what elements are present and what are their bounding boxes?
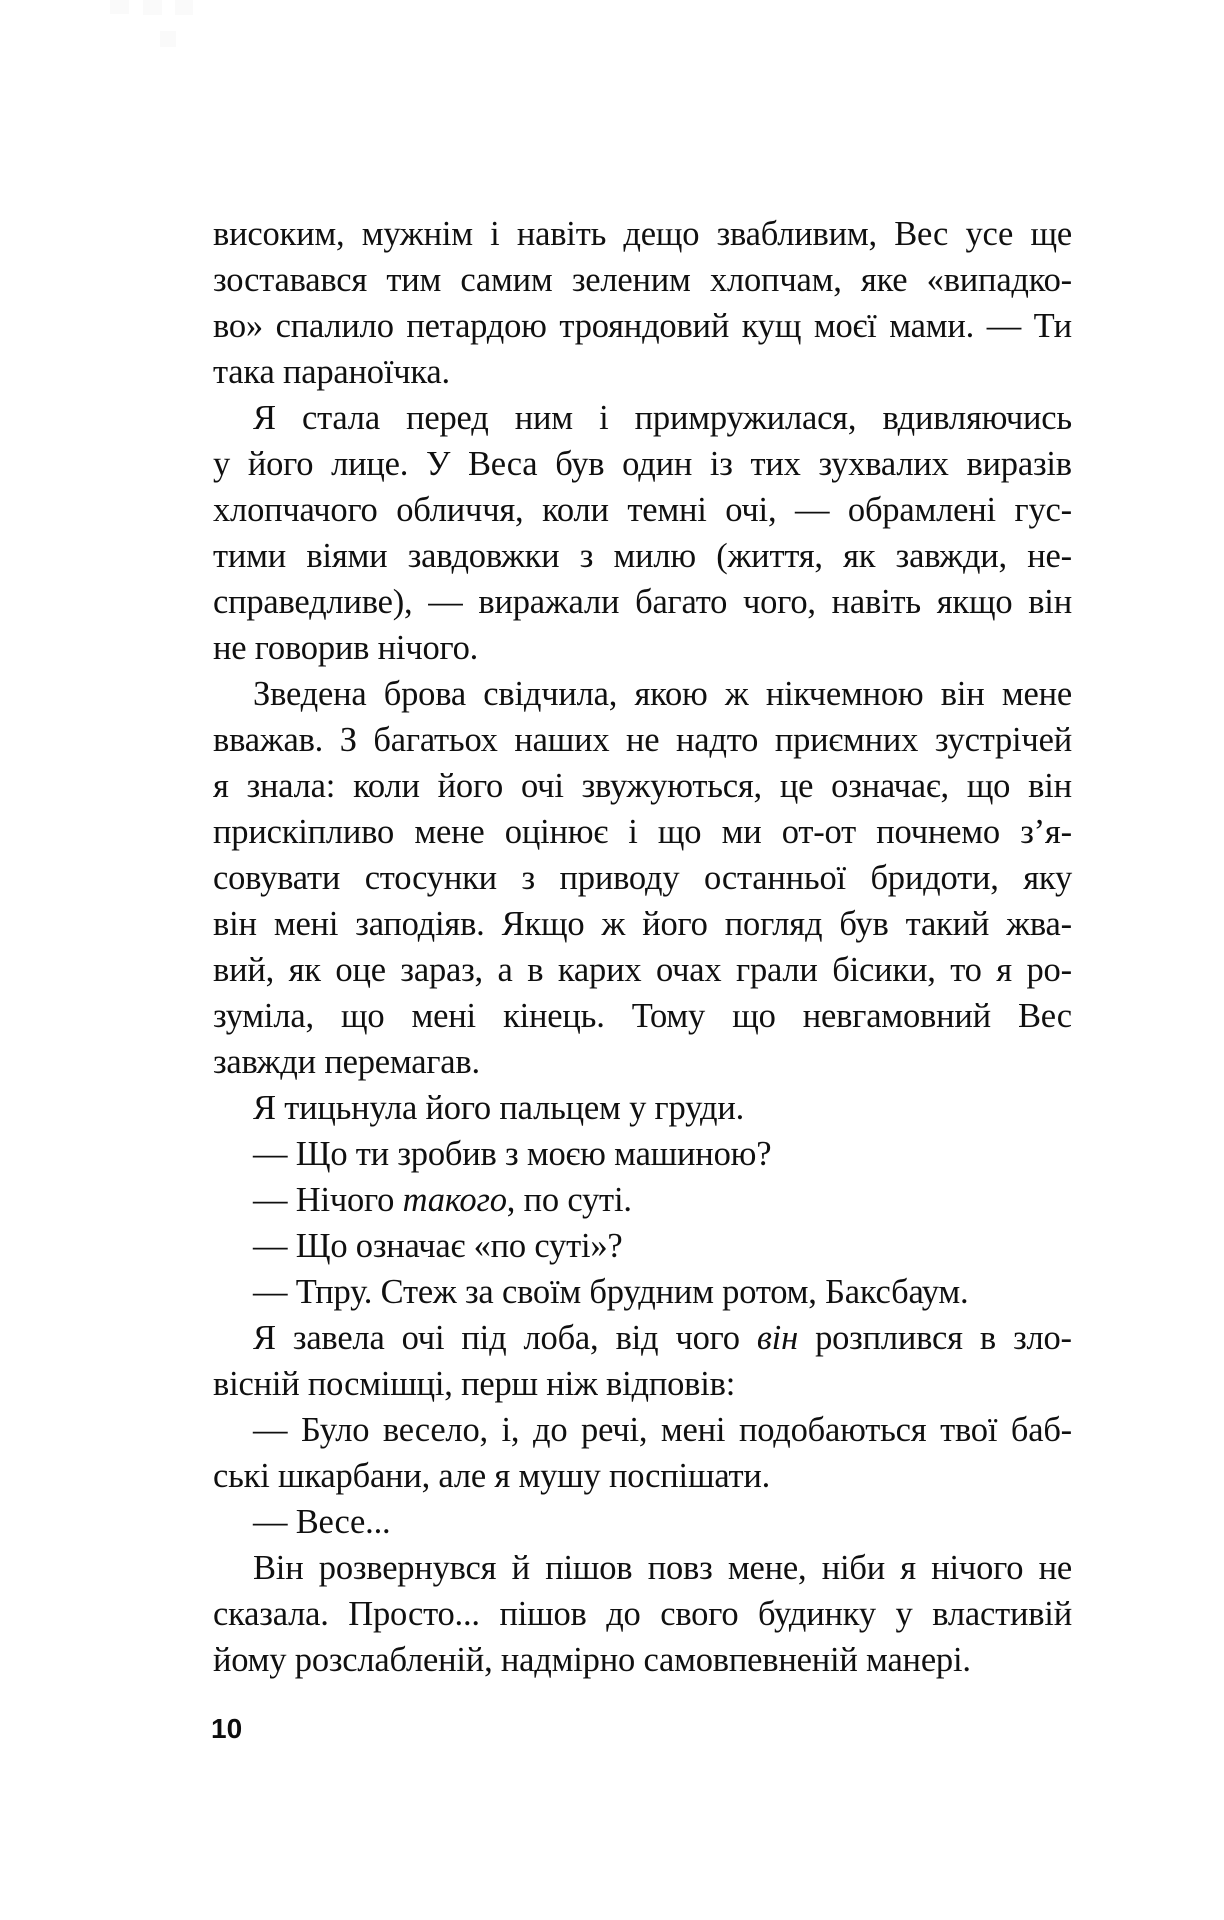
text-line <box>213 809 1072 855</box>
word: гус- <box>1014 491 1072 529</box>
word: свідчила, <box>483 675 618 713</box>
word: віями <box>306 537 388 575</box>
text-line <box>213 395 1072 441</box>
text-line <box>213 993 1072 1039</box>
word: стосунки <box>364 859 497 897</box>
word: кінець. <box>503 997 605 1035</box>
word: милю <box>613 537 696 575</box>
word: а <box>497 951 513 989</box>
word: З <box>339 721 357 759</box>
word: дещо <box>623 215 700 253</box>
word: очі <box>401 1319 445 1357</box>
word: завела <box>292 1319 385 1357</box>
word: Просто... <box>348 1595 480 1633</box>
word: ро- <box>1026 951 1072 989</box>
text-line <box>213 1177 1072 1223</box>
word: «випадко- <box>926 261 1072 299</box>
word: зоставався <box>213 261 368 299</box>
word: во» <box>213 307 263 345</box>
word: до <box>606 1595 641 1633</box>
text-segment: вісній посмішці, перш ніж відповів: <box>213 1365 736 1403</box>
word: моєї <box>813 307 877 345</box>
text-line <box>213 947 1072 993</box>
word: жва- <box>1006 905 1072 943</box>
word: не- <box>1027 537 1072 575</box>
word: до <box>532 1411 568 1449</box>
word: як <box>288 951 321 989</box>
word: чого <box>675 1319 740 1357</box>
text-line <box>213 349 1072 395</box>
word: я <box>900 1549 916 1587</box>
word: темні <box>627 491 707 529</box>
word: погляд <box>724 905 823 943</box>
word: він <box>756 1319 798 1357</box>
word: з’я- <box>1020 813 1072 851</box>
word: не <box>1038 1549 1072 1587</box>
text-line <box>213 1085 1072 1131</box>
word: будинку <box>758 1595 876 1633</box>
scan-artifact-mark <box>160 31 176 47</box>
word: Вес <box>894 215 949 253</box>
word: хлопчам, <box>709 261 842 299</box>
word: приємних <box>774 721 919 759</box>
word: що <box>732 997 776 1035</box>
text-line <box>213 1315 1072 1361</box>
word: завжди, <box>895 537 1007 575</box>
word: ніби <box>821 1549 885 1587</box>
word: навіть <box>831 583 921 621</box>
word: такий <box>905 905 990 943</box>
text-segment: не говорив нічого. <box>213 629 479 667</box>
text-line <box>213 1039 1072 1085</box>
text-line <box>213 1407 1072 1453</box>
word: (життя, <box>716 537 823 575</box>
word: вважав. <box>213 721 324 759</box>
scan-artifact-mark <box>110 0 129 14</box>
word: зараз, <box>400 951 483 989</box>
word: з <box>521 859 535 897</box>
word: оце <box>335 951 386 989</box>
word: властивій <box>932 1595 1072 1633</box>
word: приводу <box>559 859 680 897</box>
word: усе <box>965 215 1014 253</box>
word: ще <box>1030 215 1072 253</box>
word: очі <box>521 767 564 805</box>
word: його <box>642 905 708 943</box>
text-segment: , по суті. <box>506 1181 632 1219</box>
word: ж <box>601 905 626 943</box>
word: невгамовний <box>802 997 991 1035</box>
word: петардою <box>406 307 547 345</box>
word: виражали <box>478 583 620 621</box>
word: звабливим, <box>716 215 877 253</box>
word: і <box>628 813 638 851</box>
word: тим <box>386 261 442 299</box>
word: у <box>895 1595 913 1633</box>
scan-artifact-mark <box>175 0 193 15</box>
text-segment: йому розслабленій, надмірно самовпевненій манері. <box>213 1641 971 1679</box>
word: якою <box>634 675 708 713</box>
word: розвернувся <box>318 1549 497 1587</box>
word: з <box>579 537 594 575</box>
word: грали <box>736 951 818 989</box>
word: був <box>555 445 605 483</box>
word: я <box>213 767 229 805</box>
word: кущ <box>741 307 802 345</box>
word: ми <box>721 813 762 851</box>
text-line <box>213 1453 1072 1499</box>
word: примружилася, <box>634 399 857 437</box>
word: під <box>461 1319 507 1357</box>
word: тими <box>213 537 287 575</box>
text-line <box>213 671 1072 717</box>
word: і <box>490 215 500 253</box>
word: не <box>626 721 660 759</box>
text-line <box>213 1591 1072 1637</box>
word: звужуються, <box>581 767 762 805</box>
word: очах <box>655 951 722 989</box>
word: зло- <box>1013 1319 1072 1357</box>
word: був <box>839 905 889 943</box>
word: лице. <box>331 445 409 483</box>
text-line <box>213 1361 1072 1407</box>
page-number: 10 <box>211 1713 243 1744</box>
text-line <box>213 1545 1072 1591</box>
text-line <box>213 625 1072 671</box>
word: коли <box>542 491 609 529</box>
word: мене <box>414 813 485 851</box>
word: обрамлені <box>847 491 996 529</box>
word: свого <box>660 1595 739 1633</box>
word: справедливе), <box>213 583 413 621</box>
word: Тому <box>631 997 706 1035</box>
word: зеленим <box>571 261 691 299</box>
text-line <box>213 1269 1072 1315</box>
word: зухвалих <box>818 445 949 483</box>
text-line <box>213 1637 1072 1683</box>
word: він <box>213 905 257 943</box>
word: — <box>253 1411 288 1449</box>
word: очі, <box>725 491 777 529</box>
word: Він <box>253 1549 304 1587</box>
text-line <box>213 1223 1072 1269</box>
word: Зведена <box>253 675 367 713</box>
word: що <box>657 813 702 851</box>
word: Я <box>253 399 276 437</box>
word: — <box>794 491 830 529</box>
word: один <box>622 445 693 483</box>
word: багато <box>635 583 728 621</box>
word: чого, <box>743 583 816 621</box>
word: обличчя, <box>396 491 524 529</box>
word: ж <box>724 675 749 713</box>
word: в <box>527 951 544 989</box>
word: Веса <box>467 445 538 483</box>
word: то <box>950 951 982 989</box>
word: бридоти, <box>870 859 999 897</box>
word: виразів <box>966 445 1072 483</box>
word: перед <box>406 399 489 437</box>
word: совувати <box>213 859 341 897</box>
word: вий, <box>213 951 275 989</box>
word: мужнім <box>361 215 473 253</box>
word: мені <box>273 905 339 943</box>
word: нікчемною <box>765 675 924 713</box>
word: бісики, <box>832 951 936 989</box>
text-line <box>213 763 1072 809</box>
word: високим, <box>213 215 345 253</box>
word: мене, <box>727 1549 807 1587</box>
word: тих <box>750 445 801 483</box>
word: і, <box>501 1411 520 1449</box>
word: останньої <box>703 859 846 897</box>
text-segment: — Весе... <box>253 1503 391 1541</box>
word: сказала. <box>213 1595 329 1633</box>
word: він <box>1028 767 1072 805</box>
word: карих <box>557 951 642 989</box>
text-line <box>213 1131 1072 1177</box>
text-line <box>213 1499 1072 1545</box>
word: означає, <box>831 767 949 805</box>
word: от-от <box>781 813 857 851</box>
word: почнемо <box>876 813 1000 851</box>
word: яку <box>1023 859 1072 897</box>
text-line <box>213 579 1072 625</box>
word: він <box>1028 583 1072 621</box>
scan-artifact-mark <box>143 0 162 15</box>
word: це <box>779 767 814 805</box>
word: пішов <box>545 1549 633 1587</box>
word: весело, <box>382 1411 488 1449</box>
word: подобаються <box>738 1411 927 1449</box>
word: повз <box>647 1549 713 1587</box>
word: прискіпливо <box>213 813 395 851</box>
word: його <box>437 767 504 805</box>
word: пішов <box>499 1595 587 1633</box>
word: спалило <box>275 307 394 345</box>
word: лоба, <box>523 1319 599 1357</box>
word: зустрічей <box>934 721 1072 759</box>
word: брова <box>383 675 466 713</box>
word: у <box>213 445 231 483</box>
word: Вес <box>1018 997 1072 1035</box>
text-segment: — Нічого <box>253 1181 403 1219</box>
word: як <box>843 537 876 575</box>
word: — <box>428 583 463 621</box>
word: його <box>247 445 314 483</box>
page-text <box>213 211 1072 1683</box>
word: я <box>996 951 1012 989</box>
word: із <box>709 445 733 483</box>
word: розплився <box>815 1319 963 1357</box>
word: він <box>940 675 985 713</box>
text-segment: такого <box>402 1181 507 1219</box>
text-segment: — Що ти зробив з моєю машиною? <box>253 1135 772 1173</box>
word: хлопчачого <box>213 491 378 529</box>
word: речі, <box>581 1411 648 1449</box>
text-line <box>213 533 1072 579</box>
word: — <box>986 307 1021 345</box>
text-line <box>213 441 1072 487</box>
word: що <box>341 997 385 1035</box>
word: мені <box>411 997 476 1035</box>
word: наших <box>514 721 610 759</box>
word: й <box>511 1549 530 1587</box>
word: навіть <box>516 215 607 253</box>
text-line <box>213 855 1072 901</box>
word: нічого <box>931 1549 1024 1587</box>
word: коли <box>353 767 420 805</box>
text-line <box>213 901 1072 947</box>
text-line <box>213 717 1072 763</box>
text-segment: Я тицьнула його пальцем у груди. <box>253 1089 745 1127</box>
text-segment: така параноїчка. <box>213 353 450 391</box>
text-line <box>213 303 1072 349</box>
word: стала <box>301 399 380 437</box>
word: баб- <box>1010 1411 1072 1449</box>
word: вдивляючись <box>882 399 1072 437</box>
text-segment: завжди перемагав. <box>213 1043 480 1081</box>
word: зуміла, <box>213 997 314 1035</box>
text-segment: — Тпру. Стеж за своїм брудним ротом, Баксбаум. <box>253 1273 969 1311</box>
word: багатьох <box>373 721 498 759</box>
word: оцінює <box>504 813 608 851</box>
word: і <box>599 399 609 437</box>
word: У <box>425 445 451 483</box>
word: від <box>615 1319 659 1357</box>
word: надто <box>676 721 759 759</box>
word: твої <box>940 1411 998 1449</box>
word: ним <box>514 399 573 437</box>
word: мене <box>1001 675 1072 713</box>
text-line <box>213 487 1072 533</box>
word: яке <box>860 261 908 299</box>
word: трояндовий <box>559 307 730 345</box>
word: заподіяв. <box>355 905 485 943</box>
word: що <box>966 767 1011 805</box>
word: знала: <box>246 767 336 805</box>
text-segment: — Що означає «по суті»? <box>253 1227 623 1265</box>
word: самим <box>460 261 553 299</box>
word: Було <box>300 1411 370 1449</box>
text-line <box>213 211 1072 257</box>
text-segment: ські шкарбани, але я мушу поспішати. <box>213 1457 771 1495</box>
word: Ти <box>1033 307 1072 345</box>
word: мами. <box>889 307 975 345</box>
word: Якщо <box>501 905 585 943</box>
word: якщо <box>936 583 1013 621</box>
word: мені <box>660 1411 726 1449</box>
text-line <box>213 257 1072 303</box>
word: Я <box>253 1319 276 1357</box>
word: в <box>979 1319 996 1357</box>
word: завдовжки <box>407 537 560 575</box>
